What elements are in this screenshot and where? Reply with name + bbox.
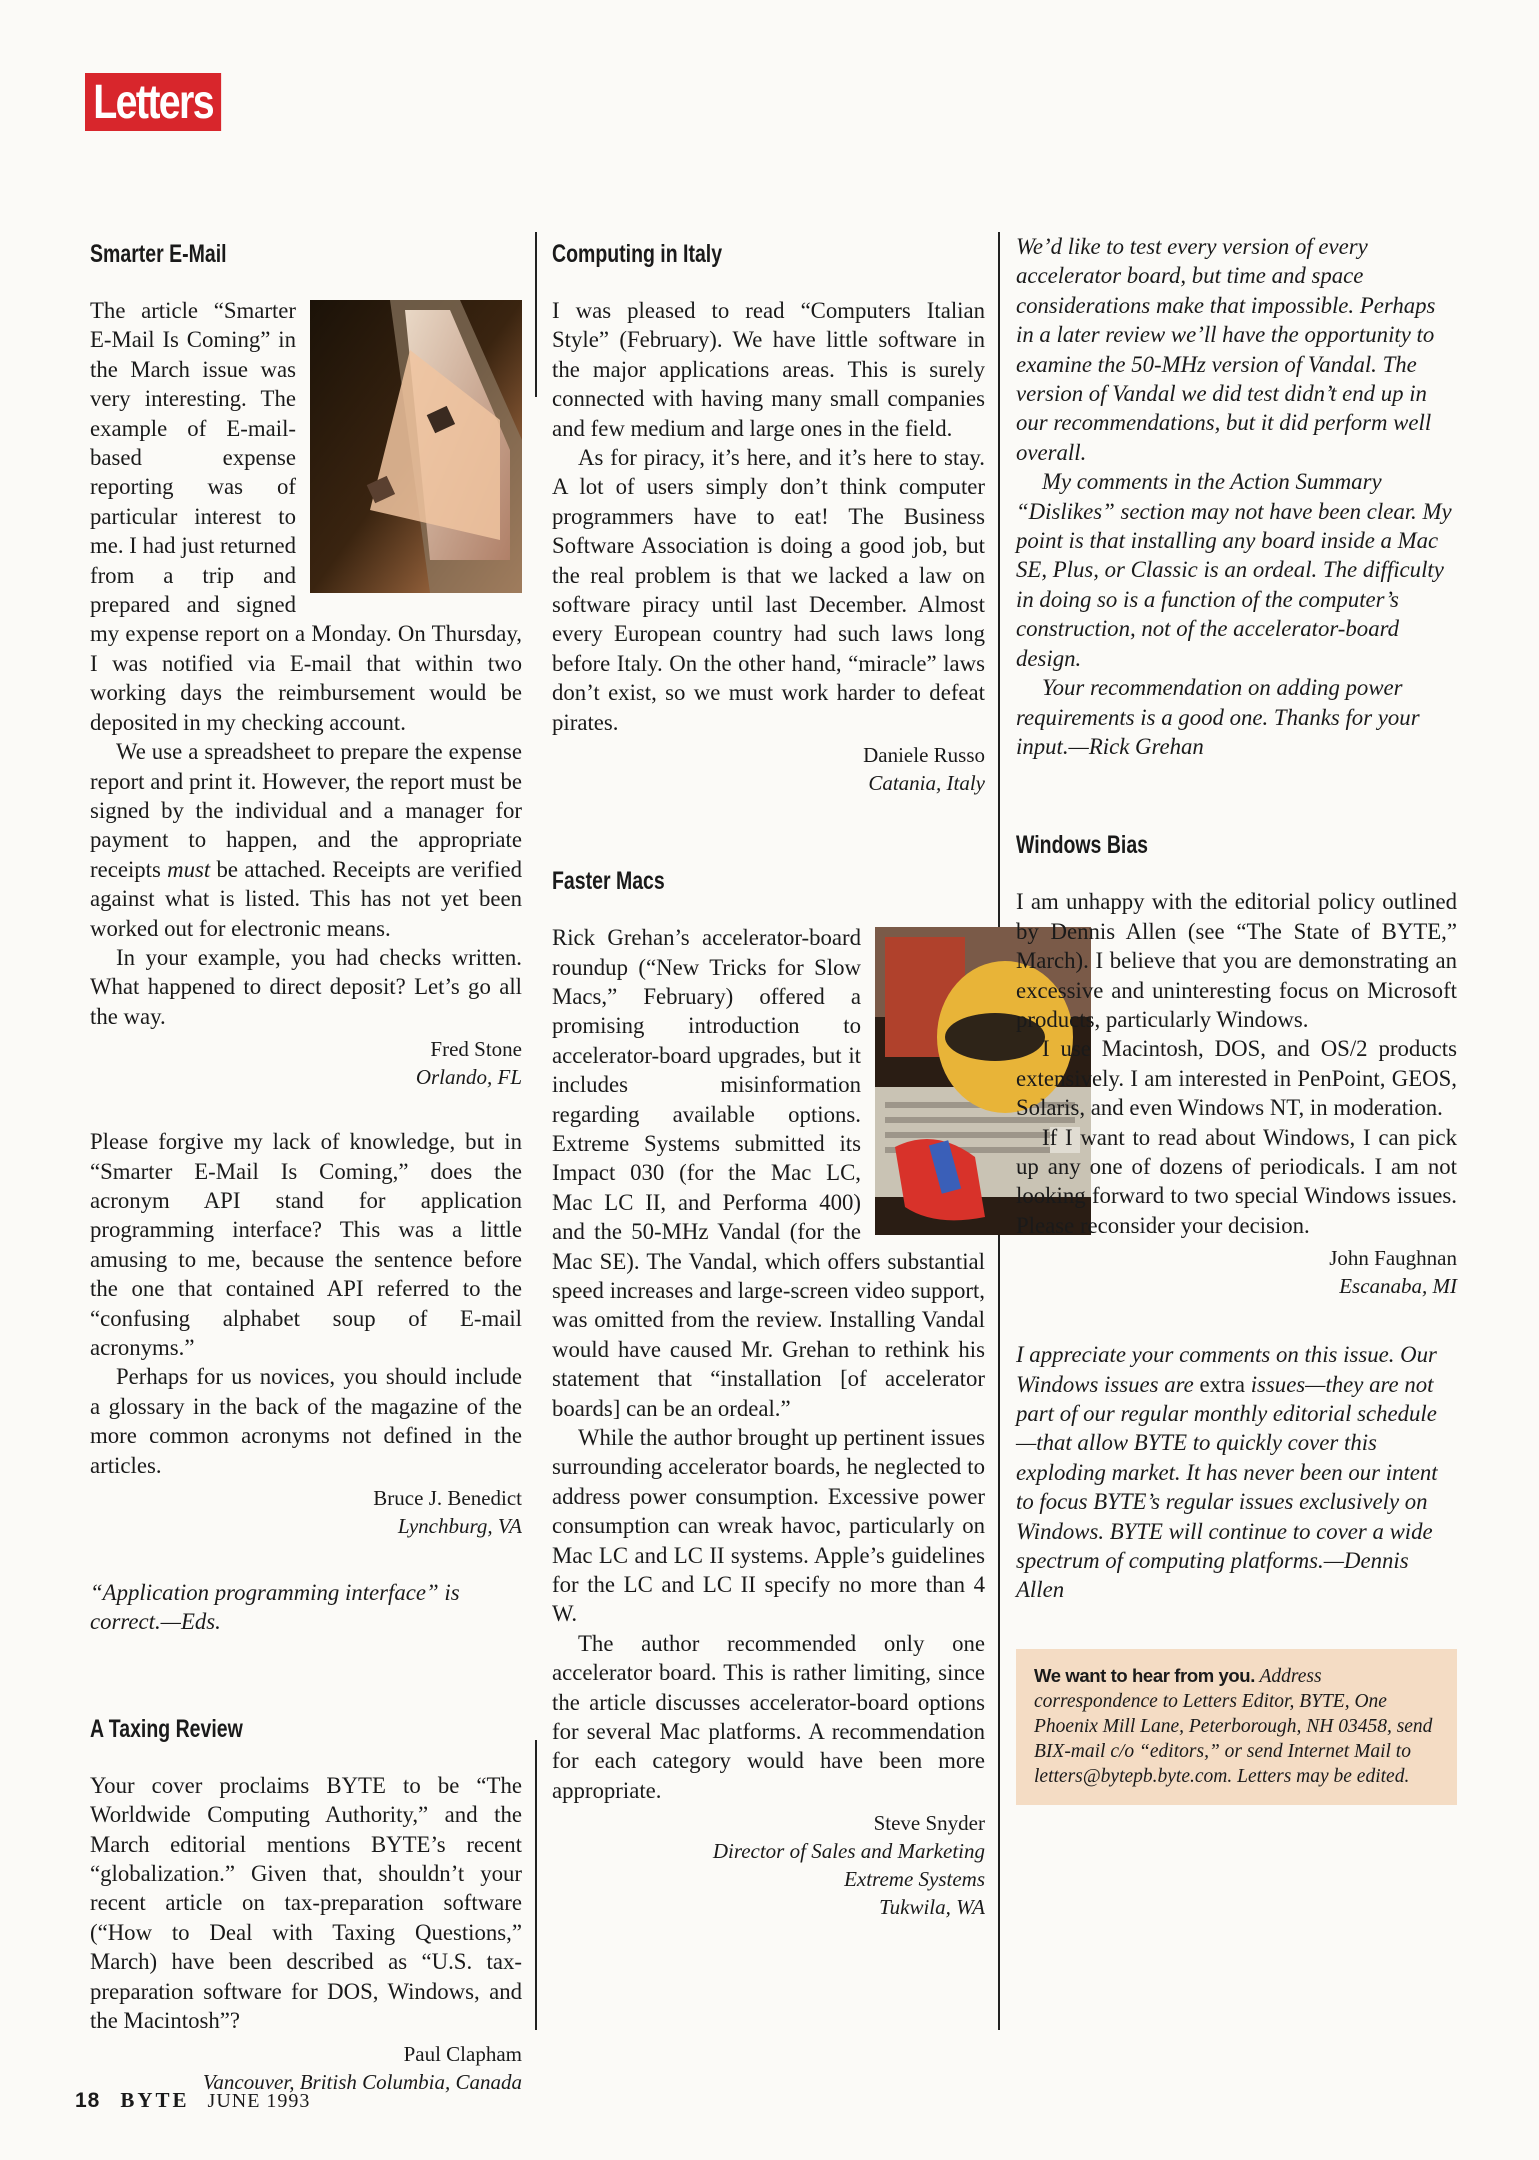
column-3 [1016,232,1457,1805]
section-tag: Letters [85,73,221,131]
letter-paragraph: In your example, you had checks written. What happened to direct deposit? Let’s go all the way. [90,944,522,1029]
email-envelope-photo [310,300,522,593]
column-2 [552,232,985,1921]
letter-paragraph: I use Macintosh, DOS, and OS/2 products extensively. I am interested in PenPoint, GEOS, Solaris, and even Windows NT, in moderation. [1016,1036,1457,1121]
letter-paragraph: Perhaps for us novices, you should include a glossary in the back of the magazine of the more common acronyms not defined in the articles. [90,1364,522,1478]
magazine-name: BYTE [120,2088,190,2112]
column-rule [535,232,537,397]
letter-paragraph: Please forgive my lack of knowledge, but in “Smarter E-Mail Is Coming,” does the acronym API stand for application programming interface? This was a little amusing to me, because the sentence before the one that contained API referred to the “confusing alphabet soup of E-mail acronyms.” [90,1129,522,1360]
letter-paragraph: Your cover proclaims BYTE to be “The Worldwide Computing Authority,” and the March editorial mentions BYTE’s recent “globalization.” Given that, shouldn’t your recent article on tax-preparation software (“How to Deal with Taxing Questions,” March) have been described as “U.S. tax-preparation software for DOS, Windows, and the Macintosh”? [90,1772,522,2034]
letter-heading: Windows Bias [1016,831,1149,860]
letter-paragraph: Rick Grehan’s accelerator-board roundup (“New Tricks for Slow Macs,” February) offered a promising introduction to accelerator-board upgrades, but it includes misinformation regarding available options. Extreme Systems submitted its Impact 030 (for the Mac LC, Mac LC II, and Performa 400) and the 50-MHz Vandal (for the Mac SE). The Vandal, which offers substantial speed increases and large-screen video support, was omitted from the review. Installing Vandal would have caused Mr. Grehan to rethink his statement that “installation [of accelerator boards] can be an ordeal.” [552,925,985,1421]
letter-paragraph: I was pleased to read “Computers Italian Style” (February). We have little software in the major applications areas. This is surely connected with having many small companies and few medium and large ones in the field. [552,298,985,441]
letter-paragraph: If I want to read about Windows, I can pick up any one of dozens of periodicals. I am not looking forward to two special Windows issues. Please reconsider your decision. [1016,1124,1457,1238]
signature: Fred Stone Orlando, FL [415,1037,522,1090]
letter-heading: Faster Macs [552,867,665,896]
editor-reply: My comments in the Action Summary “Dislikes” section may not have been clear. My point is that installing any board inside a Mac SE, Plus, or Classic is an ordeal. The difficulty in doing so is a function of the computer’s construction, not of the accelerator-board design. [1016,469,1452,671]
editor-reply: Your recommendation on adding power requirements is a good one. Thanks for your input.—Rick Grehan [1016,675,1420,759]
signature: John Faughnan Escanaba, MI [1329,1246,1457,1299]
signature: Bruce J. Benedict Lynchburg, VA [373,1486,522,1539]
signature: Steve Snyder Director of Sales and Marketing Extreme Systems Tukwila, WA [712,1811,985,1920]
column-rule [535,1740,537,2030]
letter-paragraph: We use a spreadsheet to prepare the expense report and print it. However, the report must be signed by the individual and a manager for payment to happen, and the appropriate receipts must be attached. Receipts are verified against what is listed. This has not yet been worked out for electronic means. [90,739,522,941]
editor-reply: We’d like to test every version of every accelerator board, but time and space considerations make that impossible. Perhaps in a later review we’ll have the opportunity to examine the 50-MHz version of Vandal. The version of Vandal we did test didn’t end up in our recommendations, but it did perform well overall. [1016,234,1436,465]
letters-info-box: We want to hear from you. Address correspondence to Letters Editor, BYTE, One Phoenix Mill Lane, Peterborough, NH 03458, send BIX-mail c/o “editors,” or send Internet Mail to letters@bytepb.byte.com. Letters may be edited. [1016,1649,1457,1805]
letter-paragraph: As for piracy, it’s here, and it’s here to stay. A lot of users simply don’t think computer programmers have to eat! The Business Software Association is doing a good job, but the real problem is that we lacked a law on software piracy until last December. Almost every European country had such laws long before Italy. On the other hand, “miracle” laws don’t exist, so we must work harder to defeat pirates. [552,445,985,735]
letter-heading: Smarter E-Mail [90,240,227,268]
signature: Daniele Russo Catania, Italy [863,743,985,796]
page-number: 18 [75,2089,101,2112]
page-footer [75,2088,310,2113]
editor-reply: “Application programming interface” is correct.—Eds. [90,1580,460,1635]
letter-paragraph: I am unhappy with the editorial policy outlined by Dennis Allen (see “The State of BYTE,” March). I believe that you are demonstrating an excessive and uninteresting focus on Microsoft products, particularly Windows. [1016,889,1457,1032]
signature: Paul Clapham Vancouver, British Columbia, Canada [202,2041,522,2094]
letter-heading: Computing in Italy [552,240,723,268]
issue-date: JUNE 1993 [207,2090,311,2112]
letter-paragraph: While the author brought up pertinent issues surrounding accelerator boards, he neglected to address power consumption. Excessive power consumption can wreak havoc, particularly on Mac LC and LC II systems. Apple’s guidelines for the LC and LC II specify no more than 4 W. [552,1425,985,1627]
letter-paragraph: The author recommended only one accelerator board. This is rather limiting, since the article discusses accelerator-board options for several Mac platforms. A recommendation for each category would have been more appropriate. [552,1630,985,1803]
letter-paragraph: The article “Smarter E-Mail Is Coming” in the March issue was very interesting. The example of E-mail-based expense reporting was of particular interest to me. I had just returned from a trip and prepared and signed my expense report on a Monday. On Thursday, I was notified via E-mail that within two working days the reimbursement would be deposited in my checking account. [90,298,522,735]
letter-heading: A Taxing Review [90,1714,243,1743]
column-1 [90,232,522,2096]
editor-reply: I appreciate your comments on this issue. Our Windows issues are extra issues—they are not part of our regular monthly editorial schedule—that allow BYTE to quickly cover this exploding market. It has never been our intent to focus BYTE’s regular issues exclusively on Windows. BYTE will continue to cover a wide spectrum of computing platforms.—Dennis Allen [1016,1342,1438,1603]
